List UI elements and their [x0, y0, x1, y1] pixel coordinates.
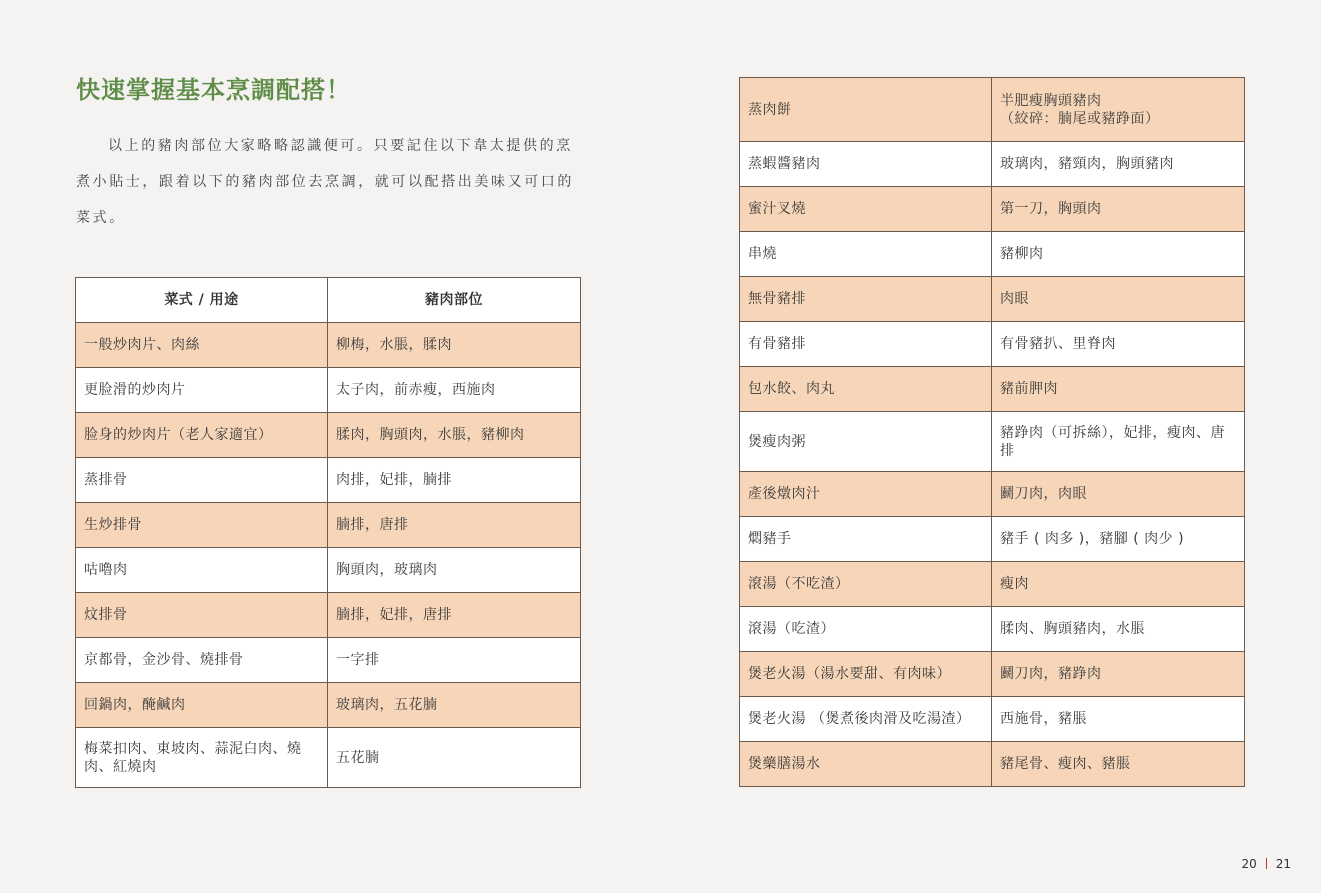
dish-cell: 蒸肉餅	[740, 78, 992, 142]
table-row	[76, 548, 581, 593]
table-row	[76, 368, 581, 413]
column-header-dish: 菜式 / 用途	[76, 278, 328, 323]
pork-part-cell: 一字排	[328, 638, 581, 683]
dish-cell: 生炒排骨	[76, 503, 328, 548]
dish-cell: 煲藥膳湯水	[740, 742, 992, 787]
table-row	[76, 458, 581, 503]
page-number-left: 20	[1241, 857, 1257, 871]
dish-cell: 梅菜扣肉、東坡肉、蒜泥白肉、燒肉、紅燒肉	[76, 728, 328, 788]
table-row	[76, 728, 581, 788]
dish-cell: 滾湯（吃渣）	[740, 607, 992, 652]
page-title: 快速掌握基本烹調配搭！	[76, 75, 351, 104]
column-header-pork-part: 豬肉部位	[328, 278, 581, 323]
pork-part-cell: 腬肉、胸頭豬肉，水脹	[992, 607, 1245, 652]
pork-part-cell: 西施骨，豬脹	[992, 697, 1245, 742]
table-row	[740, 607, 1245, 652]
table-row	[740, 742, 1245, 787]
table-row	[740, 187, 1245, 232]
dish-cell: 煲瘦肉粥	[740, 412, 992, 472]
pork-part-cell: 豬前胛肉	[992, 367, 1245, 412]
pork-part-cell: 腩排，唐排	[328, 503, 581, 548]
dish-cell: 京都骨，金沙骨、燒排骨	[76, 638, 328, 683]
dish-cell: 炆排骨	[76, 593, 328, 638]
pork-part-cell: 胸頭肉，玻璃肉	[328, 548, 581, 593]
cooking-parts-table-right	[739, 77, 1245, 787]
table-row	[740, 367, 1245, 412]
cooking-parts-table-left	[75, 277, 581, 788]
dish-cell: 脸身的炒肉片（老人家適宜）	[76, 413, 328, 458]
table-row	[740, 78, 1245, 142]
pork-part-cell: 豬尾骨、瘦肉、豬脹	[992, 742, 1245, 787]
table-row	[740, 232, 1245, 277]
dish-cell: 產後燉肉汁	[740, 472, 992, 517]
dish-cell: 煲老火湯 （煲煮後肉滑及吃湯渣）	[740, 697, 992, 742]
dish-cell: 煲老火湯（湯水要甜、有肉味）	[740, 652, 992, 697]
dish-cell: 無骨豬排	[740, 277, 992, 322]
dish-cell: 咕嚕肉	[76, 548, 328, 593]
pork-part-cell: 半肥瘦胸頭豬肉 （絞碎：腩尾或豬踭面）	[992, 78, 1245, 142]
pork-part-cell: 豬柳肉	[992, 232, 1245, 277]
table-row	[76, 503, 581, 548]
pork-part-cell: 柳梅，水脹，腬肉	[328, 323, 581, 368]
dish-cell: 回鍋肉，醃鹹肉	[76, 683, 328, 728]
pork-part-cell: 玻璃肉，五花腩	[328, 683, 581, 728]
pork-part-cell: 腬肉，胸頭肉，水脹，豬柳肉	[328, 413, 581, 458]
table-row	[76, 638, 581, 683]
table-row	[740, 322, 1245, 367]
table-row	[740, 517, 1245, 562]
table-row	[740, 562, 1245, 607]
table-row	[740, 412, 1245, 472]
pork-part-cell: 肉排，妃排，腩排	[328, 458, 581, 503]
pork-part-cell: 腩排，妃排，唐排	[328, 593, 581, 638]
dish-cell: 蒸排骨	[76, 458, 328, 503]
dish-cell: 燜豬手	[740, 517, 992, 562]
pork-part-cell: 有骨豬扒、里脊肉	[992, 322, 1245, 367]
page-number-right: 21	[1275, 857, 1291, 871]
left-page	[0, 0, 660, 893]
dish-cell: 包水餃、肉丸	[740, 367, 992, 412]
pork-part-cell: 豬手 ( 肉多 )，豬腳 ( 肉少 )	[992, 517, 1245, 562]
dish-cell: 串燒	[740, 232, 992, 277]
table-row	[740, 697, 1245, 742]
table-row	[740, 472, 1245, 517]
dish-cell: 滾湯（不吃渣）	[740, 562, 992, 607]
table-row	[740, 142, 1245, 187]
pork-part-cell: 太子肉，前赤瘦，西施肉	[328, 368, 581, 413]
page-number-separator	[1266, 858, 1267, 869]
right-page	[660, 0, 1321, 893]
pork-part-cell: 鬬刀肉，豬踭肉	[992, 652, 1245, 697]
page-numbers	[1241, 857, 1291, 871]
pork-part-cell: 瘦肉	[992, 562, 1245, 607]
pork-part-cell: 第一刀，胸頭肉	[992, 187, 1245, 232]
dish-cell: 一般炒肉片、肉絲	[76, 323, 328, 368]
table-row	[76, 683, 581, 728]
pork-part-cell: 五花腩	[328, 728, 581, 788]
table-row	[76, 593, 581, 638]
pork-part-cell: 鬬刀肉，肉眼	[992, 472, 1245, 517]
pork-part-cell: 豬踭肉（可拆絲），妃排，瘦肉、唐排	[992, 412, 1245, 472]
table-row	[740, 277, 1245, 322]
dish-cell: 蜜汁叉燒	[740, 187, 992, 232]
dish-cell: 有骨豬排	[740, 322, 992, 367]
table-row	[76, 413, 581, 458]
pork-part-cell: 肉眼	[992, 277, 1245, 322]
intro-paragraph: 以上的豬肉部位大家略略認識便可。只要記住以下韋太提供的烹煮小貼士，跟着以下的豬肉部位去烹調，就可以配搭出美味又可口的菜式。	[76, 138, 574, 226]
table-row	[740, 652, 1245, 697]
table-row	[76, 323, 581, 368]
dish-cell: 更脸滑的炒肉片	[76, 368, 328, 413]
pork-part-cell: 玻璃肉，豬頸肉，胸頭豬肉	[992, 142, 1245, 187]
dish-cell: 蒸蝦醬豬肉	[740, 142, 992, 187]
